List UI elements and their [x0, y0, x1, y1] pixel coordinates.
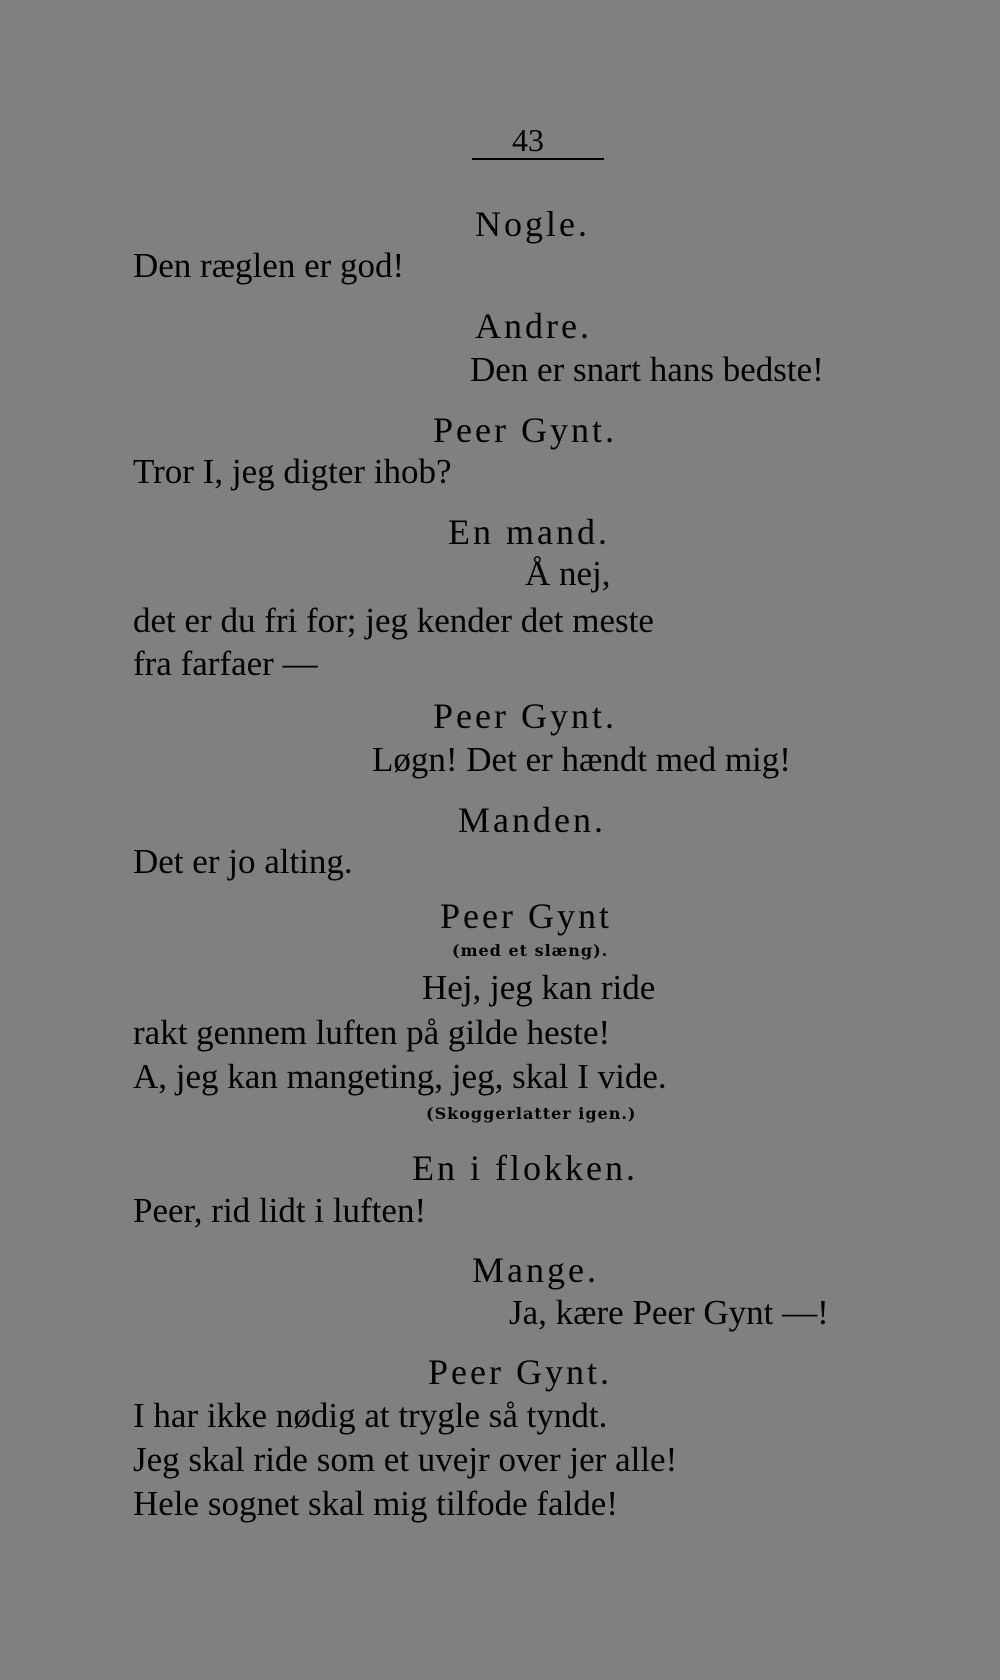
verse-line: Jeg skal ride som et uvejr over jer alle! — [133, 1440, 678, 1479]
verse-line: Ja, kære Peer Gynt —! — [509, 1293, 829, 1332]
verse-line: Tror I, jeg digter ihob? — [133, 452, 452, 491]
verse-line: A, jeg kan mangeting, jeg, skal I vide. — [133, 1057, 667, 1096]
verse-line: Hej, jeg kan ride — [422, 968, 656, 1007]
verse-line: Den ræglen er god! — [133, 246, 405, 285]
stage-direction: (med et slæng). — [452, 941, 609, 960]
speaker-label: Peer Gynt. — [433, 410, 617, 450]
verse-line: I har ikke nødig at trygle så tyndt. — [133, 1396, 608, 1435]
verse-line: det er du fri for; jeg kender det meste — [133, 601, 654, 640]
speaker-label: Nogle. — [475, 204, 590, 244]
stage-direction: (Skoggerlatter igen.) — [426, 1104, 637, 1123]
verse-line: Hele sognet skal mig tilfode falde! — [133, 1484, 618, 1523]
verse-line: Den er snart hans bedste! — [470, 350, 824, 389]
speaker-label: En mand. — [448, 512, 610, 552]
page-number-rule — [472, 158, 604, 160]
speaker-label: Andre. — [475, 306, 592, 346]
verse-line: Det er jo alting. — [133, 842, 353, 881]
verse-line: Å nej, — [525, 554, 611, 593]
speaker-label: Manden. — [458, 800, 606, 840]
verse-line: fra farfaer — — [133, 644, 318, 683]
speaker-label: Peer Gynt. — [428, 1352, 612, 1392]
verse-line: Peer, rid lidt i luften! — [133, 1191, 427, 1230]
speaker-label: En i flokken. — [412, 1148, 638, 1188]
verse-line: Løgn! Det er hændt med mig! — [372, 740, 791, 779]
speaker-label: Peer Gynt. — [433, 696, 617, 736]
page-number: 43 — [512, 122, 544, 158]
speaker-label: Peer Gynt — [440, 896, 612, 936]
speaker-label: Mange. — [472, 1250, 599, 1290]
verse-line: rakt gennem luften på gilde heste! — [133, 1013, 611, 1052]
